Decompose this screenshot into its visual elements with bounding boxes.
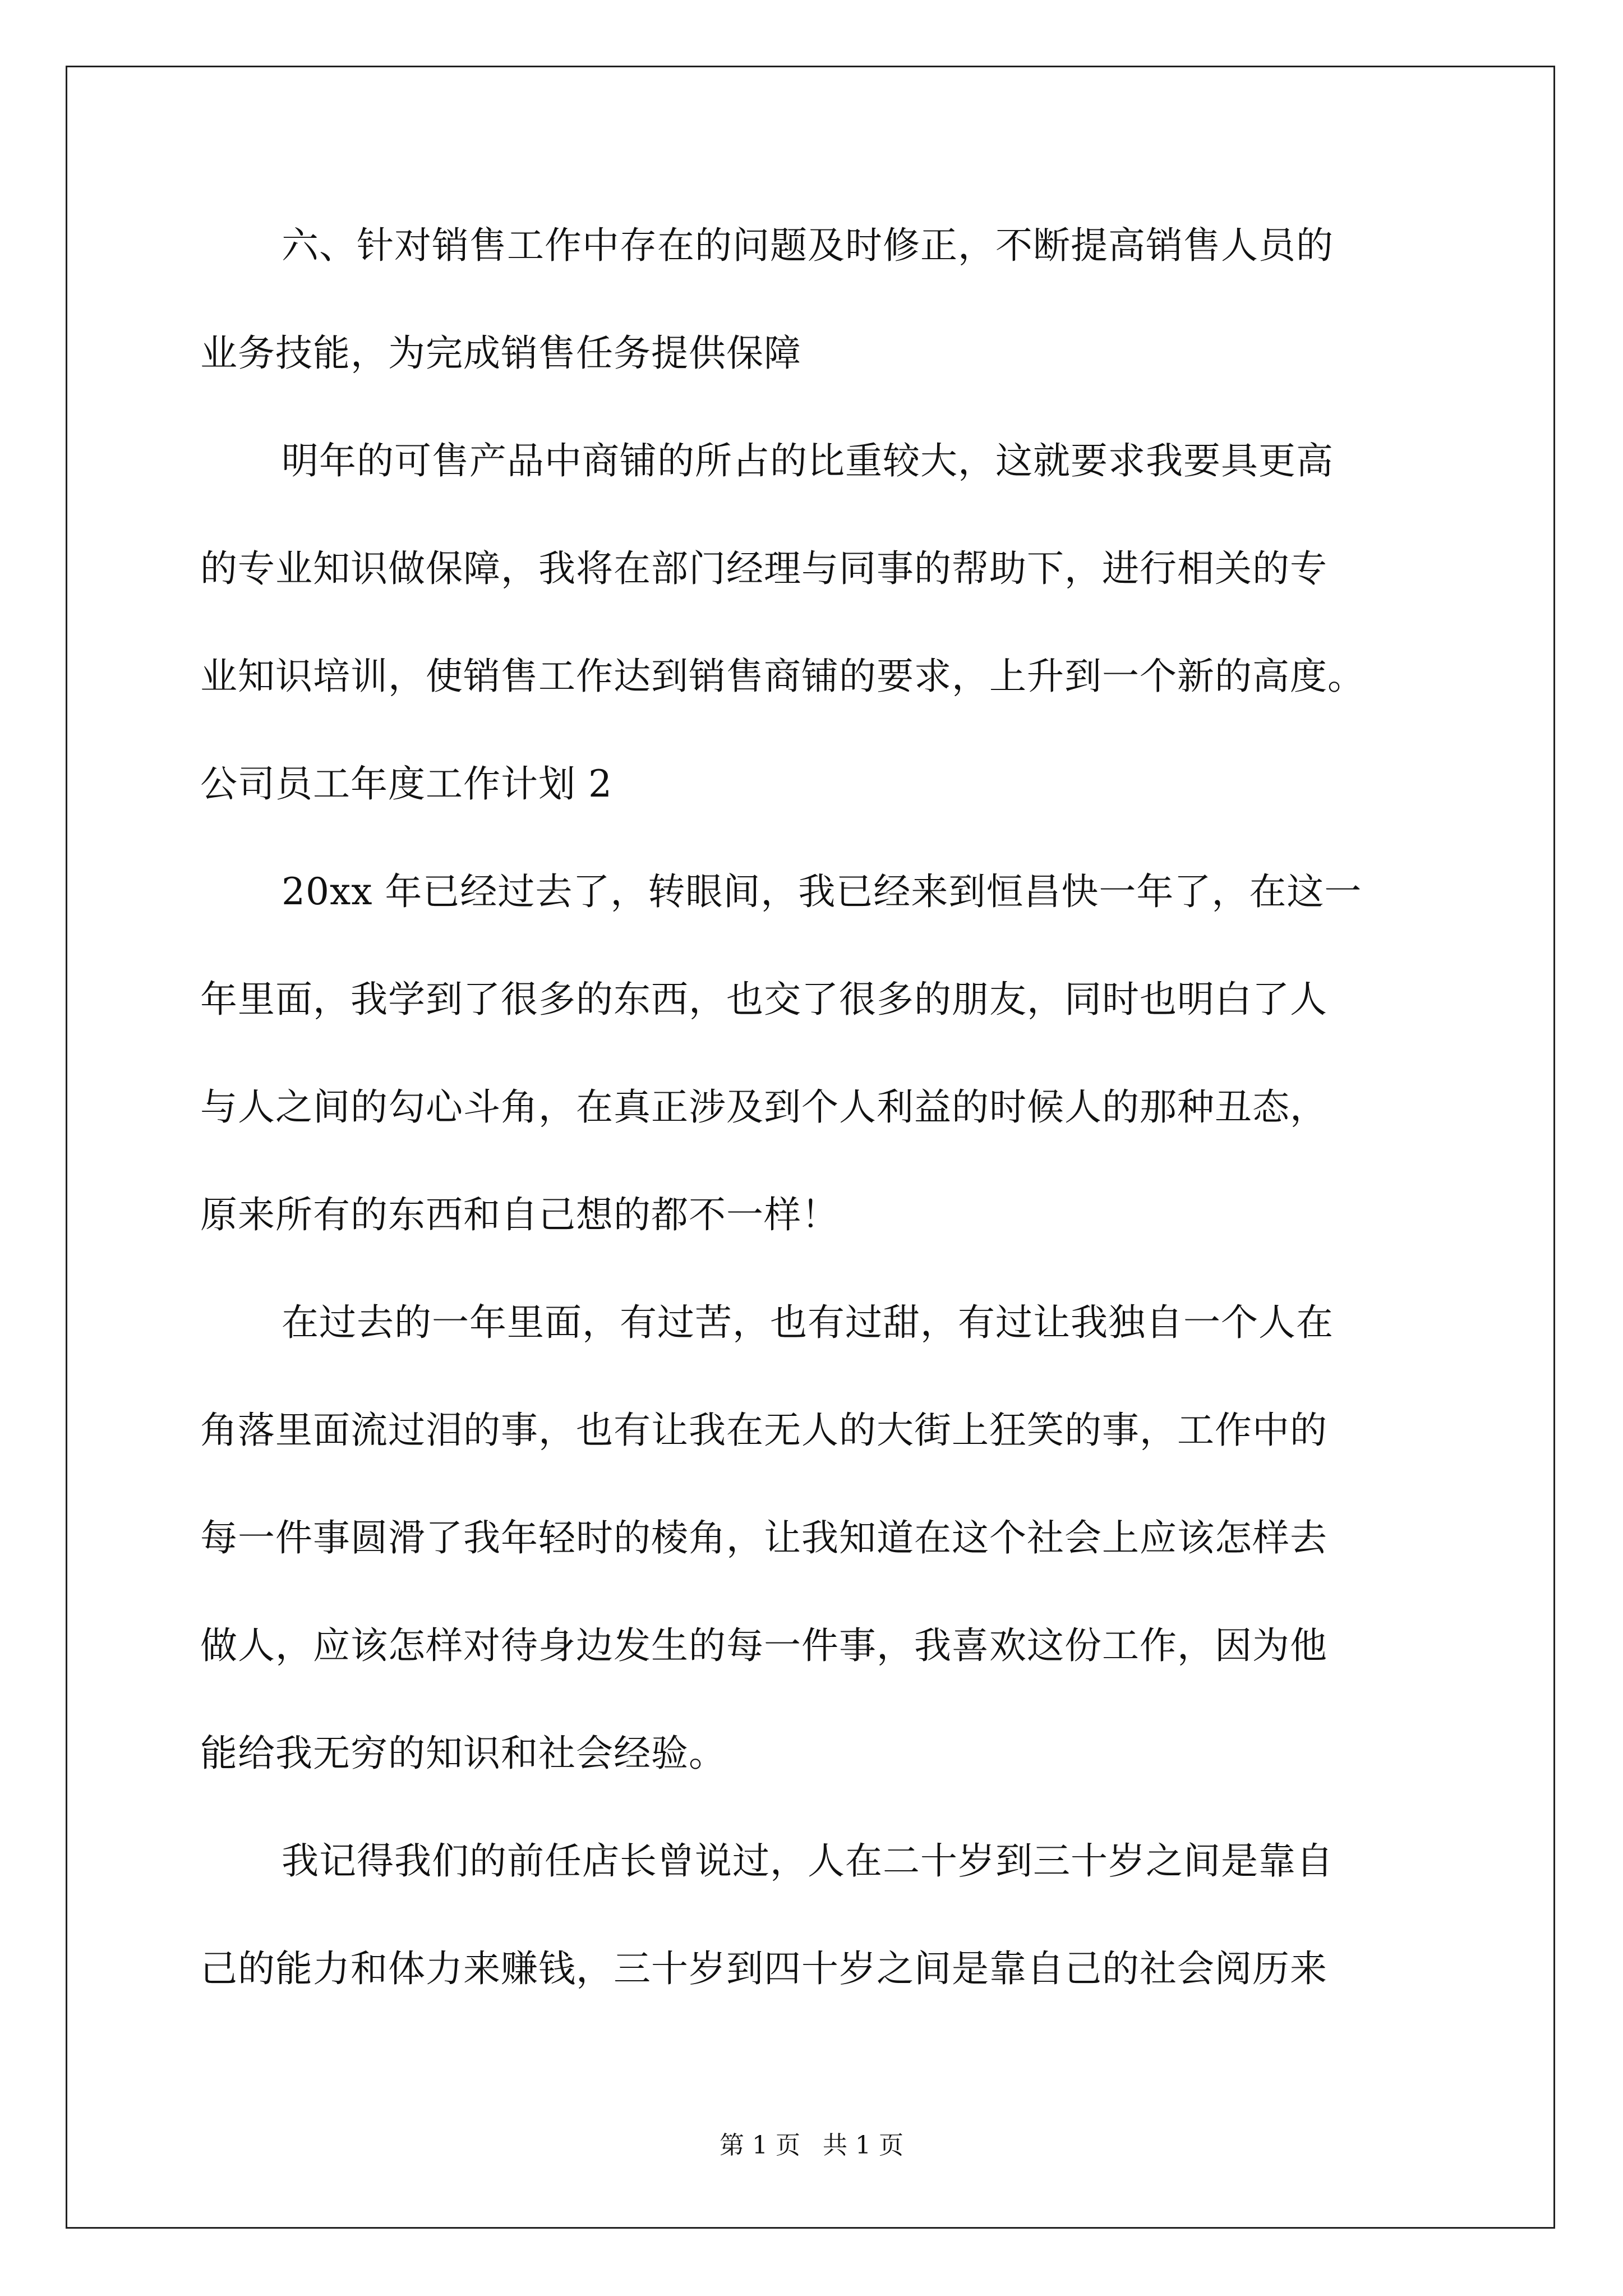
page-total: 共 1 页 — [823, 2131, 903, 2160]
paragraph-line: 业务技能，为完成销售任务提供保障 — [200, 332, 801, 375]
page-footer — [0, 2129, 1623, 2162]
paragraph-line: 角落里面流过泪的事，也有让我在无人的大街上狂笑的事，工作中的 — [200, 1409, 1327, 1452]
paragraph-line: 年里面，我学到了很多的东西，也交了很多的朋友，同时也明白了人 — [200, 978, 1327, 1021]
paragraph — [200, 434, 1428, 703]
paragraph — [200, 865, 1428, 1241]
section-heading: 公司员工年度工作计划 2 — [200, 762, 612, 806]
paragraph-line: 在过去的一年里面，有过苦，也有过甜，有过让我独自一个人在 — [282, 1301, 1334, 1344]
paragraph — [200, 219, 1428, 380]
paragraph-line: 的专业知识做保障，我将在部门经理与同事的帮助下，进行相关的专 — [200, 547, 1327, 590]
paragraph-line: 我记得我们的前任店长曾说过，人在二十岁到三十岁之间是靠自 — [282, 1839, 1334, 1883]
paragraph-line: 原来所有的东西和自己想的都不一样！ — [200, 1193, 839, 1236]
paragraph-line: 与人之间的勾心斗角，在真正涉及到个人利益的时候人的那种丑态， — [200, 1085, 1327, 1129]
paragraph-line: 20xx 年已经过去了，转眼间，我已经来到恒昌快一年了，在这一 — [282, 870, 1362, 913]
page-number: 第 1 页 — [720, 2131, 800, 2160]
paragraph-line: 业知识培训，使销售工作达到销售商铺的要求，上升到一个新的高度。 — [200, 655, 1365, 698]
document-body — [200, 219, 1428, 1995]
paragraph-line: 每一件事圆滑了我年轻时的棱角，让我知道在这个社会上应该怎样去 — [200, 1516, 1327, 1559]
paragraph-line: 能给我无穷的知识和社会经验。 — [200, 1732, 726, 1775]
paragraph-line: 明年的可售产品中商铺的所占的比重较大，这就要求我要具更高 — [282, 439, 1334, 482]
paragraph-line: 做人，应该怎样对待身边发生的每一件事，我喜欢这份工作，因为他 — [200, 1624, 1327, 1667]
paragraph — [200, 1296, 1428, 1780]
paragraph-line: 六、针对销售工作中存在的问题及时修正，不断提高销售人员的 — [282, 224, 1334, 267]
paragraph — [200, 1834, 1428, 1995]
paragraph-line: 己的能力和体力来赚钱，三十岁到四十岁之间是靠自己的社会阅历来 — [200, 1947, 1327, 1990]
